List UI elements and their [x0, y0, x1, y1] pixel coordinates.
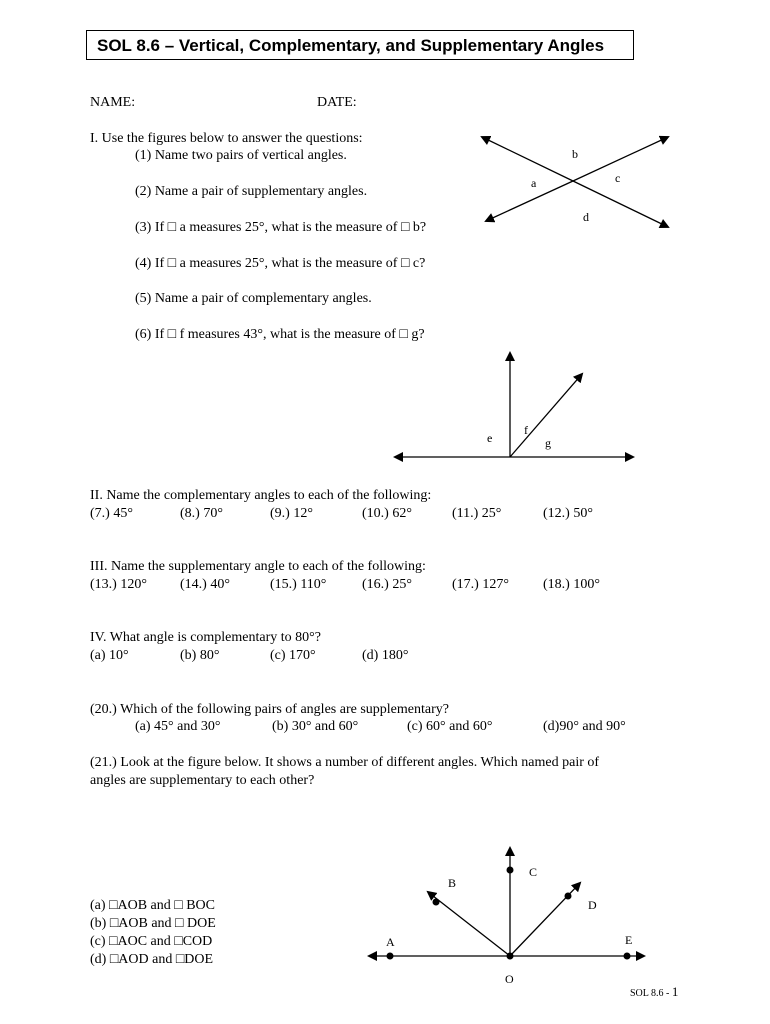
choice-option: (c) □AOC and □COD	[90, 934, 213, 949]
point-label-e: E	[625, 933, 633, 947]
choice-option: (a) 10°	[90, 648, 129, 663]
question-4: (4) If □ a measures 25°, what is the measure of □ c?	[135, 256, 426, 271]
figure-angles-efg	[390, 350, 640, 465]
answer-item: (12.) 50°	[543, 506, 593, 521]
point-label-b: B	[448, 876, 457, 890]
choice-option: (c) 60° and 60°	[407, 719, 493, 734]
section2-heading: II. Name the complementary angles to each of the following:	[90, 488, 432, 503]
page-number: 1	[671, 984, 679, 999]
choice-option: (d)90° and 90°	[543, 719, 626, 734]
point-label-a: A	[386, 935, 395, 949]
figure-rays-from-o	[360, 840, 650, 990]
point-e	[624, 953, 631, 960]
section1-heading: I. Use the figures below to answer the questions:	[90, 131, 363, 146]
question-3: (3) If □ a measures 25°, what is the measure of □ b?	[135, 220, 427, 235]
angle-label-g: g	[545, 436, 551, 450]
line-2	[486, 181, 573, 221]
angle-label-e: e	[487, 431, 493, 445]
title-box	[86, 30, 634, 60]
answer-item: (9.) 12°	[270, 506, 313, 521]
answer-item: (16.) 25°	[362, 577, 412, 592]
answer-item: (13.) 120°	[90, 577, 147, 592]
choice-option: (b) 30° and 60°	[272, 719, 359, 734]
point-o	[507, 953, 514, 960]
choice-option: (a) 45° and 30°	[135, 719, 221, 734]
angle-label-f: f	[524, 423, 528, 437]
line-2	[573, 137, 668, 181]
answer-item: (11.) 25°	[452, 506, 502, 521]
question-20: (20.) Which of the following pairs of angles are supplementary?	[90, 702, 449, 717]
answer-item: (14.) 40°	[180, 577, 230, 592]
footer-label: SOL 8.6 -	[630, 988, 672, 999]
page-title: SOL 8.6 – Vertical, Complementary, and Supplementary Angles	[97, 36, 605, 55]
figure-intersecting-lines	[470, 125, 680, 235]
point-a	[387, 953, 394, 960]
answer-item: (7.) 45°	[90, 506, 133, 521]
point-label-o: O	[505, 972, 514, 986]
point-c	[507, 867, 514, 874]
question-21-line1: (21.) Look at the figure below. It shows a number of different angles. Which named pair of	[90, 755, 600, 770]
choice-option: (d) 180°	[362, 648, 409, 663]
choice-option: (b) 80°	[180, 648, 220, 663]
line-1	[482, 137, 573, 181]
ray-ob	[428, 892, 510, 956]
question-2: (2) Name a pair of supplementary angles.	[135, 184, 368, 199]
question-1: (1) Name two pairs of vertical angles.	[135, 148, 347, 163]
answer-item: (10.) 62°	[362, 506, 412, 521]
date-label: DATE:	[317, 95, 357, 110]
answer-item: (18.) 100°	[543, 577, 600, 592]
answer-item: (17.) 127°	[452, 577, 509, 592]
section4-heading: IV. What angle is complementary to 80°?	[90, 630, 321, 645]
angle-label-d: d	[583, 210, 589, 224]
choice-option: (b) □AOB and □ DOE	[90, 916, 216, 931]
page-footer	[630, 983, 678, 1003]
question-6: (6) If □ f measures 43°, what is the measure of □ g?	[135, 327, 425, 342]
section3-heading: III. Name the supplementary angle to each of the following:	[90, 559, 426, 574]
choice-option: (c) 170°	[270, 648, 316, 663]
point-label-d: D	[588, 898, 597, 912]
name-label: NAME:	[90, 95, 136, 110]
answer-item: (15.) 110°	[270, 577, 327, 592]
answer-item: (8.) 70°	[180, 506, 223, 521]
angle-label-a: a	[531, 176, 537, 190]
choice-option: (a) □AOB and □ BOC	[90, 898, 216, 913]
choice-option: (d) □AOD and □DOE	[90, 952, 214, 967]
angle-label-b: b	[572, 147, 578, 161]
point-label-c: C	[529, 865, 538, 879]
point-d	[565, 893, 572, 900]
question-5: (5) Name a pair of complementary angles.	[135, 291, 372, 306]
question-21-line2: angles are supplementary to each other?	[90, 773, 315, 788]
point-b	[433, 899, 440, 906]
angle-label-c: c	[615, 171, 621, 185]
